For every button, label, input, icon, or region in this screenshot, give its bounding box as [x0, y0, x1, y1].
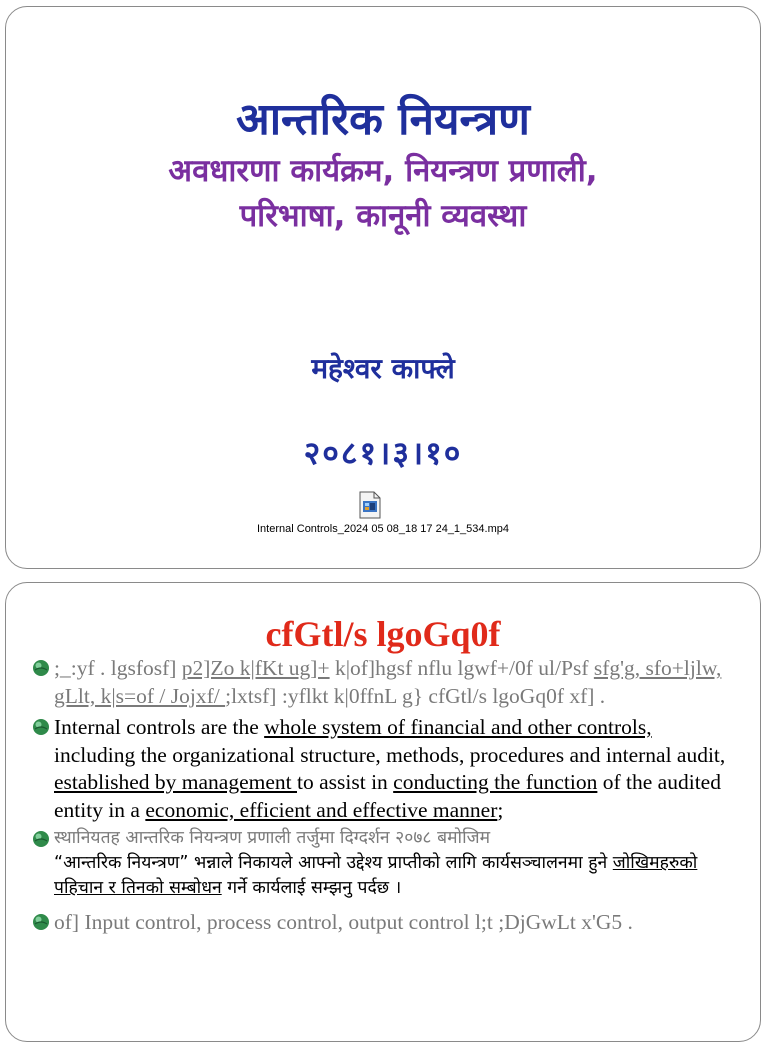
bullet-3-text-a: स्थानियतह आन्तरिक नियन्त्रण प्रणाली तर्जुमा दिग्दर्शन २०७८ बमोजिम: [54, 828, 491, 848]
bullet-3-text-c: जोखिमहरुको पहिचान र तिनको सम्बोधन: [54, 853, 698, 898]
globe-bullet-icon: [32, 718, 50, 736]
bullet-item-4: [32, 909, 732, 937]
bullet-2-text-c: including the organizational structure, methods, procedures and internal audit,: [54, 742, 726, 767]
video-file-icon[interactable]: [357, 491, 383, 519]
slide-2-title: cfGtl/s lgoGq0f: [265, 614, 501, 654]
video-file-name[interactable]: Internal Controls_2024 05 08_18 17 24_1_534.mp4: [257, 523, 509, 535]
bullet-4-text-a: of] Input control, process control, output control l;t ;DjGwLt x'G5 .: [54, 910, 633, 934]
bullet-item-2: [32, 714, 732, 824]
bullet-2-text-a: Internal controls are the: [54, 715, 265, 739]
bullet-2-text-f: conducting the function: [393, 770, 598, 794]
bullet-2-text-h: economic, efficient and effective manner: [145, 797, 498, 822]
globe-bullet-icon: [32, 659, 50, 677]
slide-1-title: आन्तरिक नियन्त्रण: [236, 94, 530, 145]
bullet-list: [32, 655, 732, 937]
bullet-item-1: [32, 655, 732, 710]
bullet-2-text-i: ;: [497, 797, 504, 822]
globe-bullet-icon: [32, 830, 50, 848]
bullet-3-text-d: गर्ने कार्यलाई सम्झनु पर्दछ ।: [221, 878, 402, 898]
bullet-2-text-d: established by management: [54, 770, 297, 794]
bullet-1-text-b: p2]Zo k|fKt ug]+: [181, 656, 330, 680]
bullet-2-text-b: whole system of financial and other controls,: [264, 715, 652, 739]
presentation-date: २०८१।३।१०: [303, 434, 463, 472]
bullet-1-text-e: ;lxtsf] :yflkt k|0ffnL g} cfGtl/s lgoGq0f xf] .: [225, 683, 606, 708]
bullet-item-3: [32, 826, 732, 901]
bullet-1-text-d: sfg'g, sfo+ljlw, gLlt, k|s=of / Jojxf/: [54, 656, 722, 708]
slide-1-subtitle-line-2: परिभाषा, कानूनी व्यवस्था: [239, 198, 527, 234]
slide-2: [5, 582, 761, 1042]
bullet-2-text-e: to assist in: [297, 770, 394, 794]
bullet-3-text-b: “आन्तरिक नियन्त्रण” भन्नाले निकायले आफ्नो उद्देश्य प्राप्तीको लागि कार्यसञ्चालनमा हुने: [54, 853, 613, 873]
slide-1-subtitle-line-1: अवधारणा कार्यक्रम, नियन्त्रण प्रणाली,: [168, 153, 598, 189]
bullet-1-text-a: ;_:yf . lgsfosf]: [54, 656, 182, 680]
author-name: महेश्वर काफ्ले: [311, 352, 455, 385]
slide-1: [5, 6, 761, 569]
bullet-2-text-g: of the audited entity in a: [54, 770, 721, 822]
bullet-1-text-c: k|of]hgsf nflu lgwf+/0f ul/Psf: [329, 656, 594, 680]
globe-bullet-icon: [32, 913, 50, 931]
